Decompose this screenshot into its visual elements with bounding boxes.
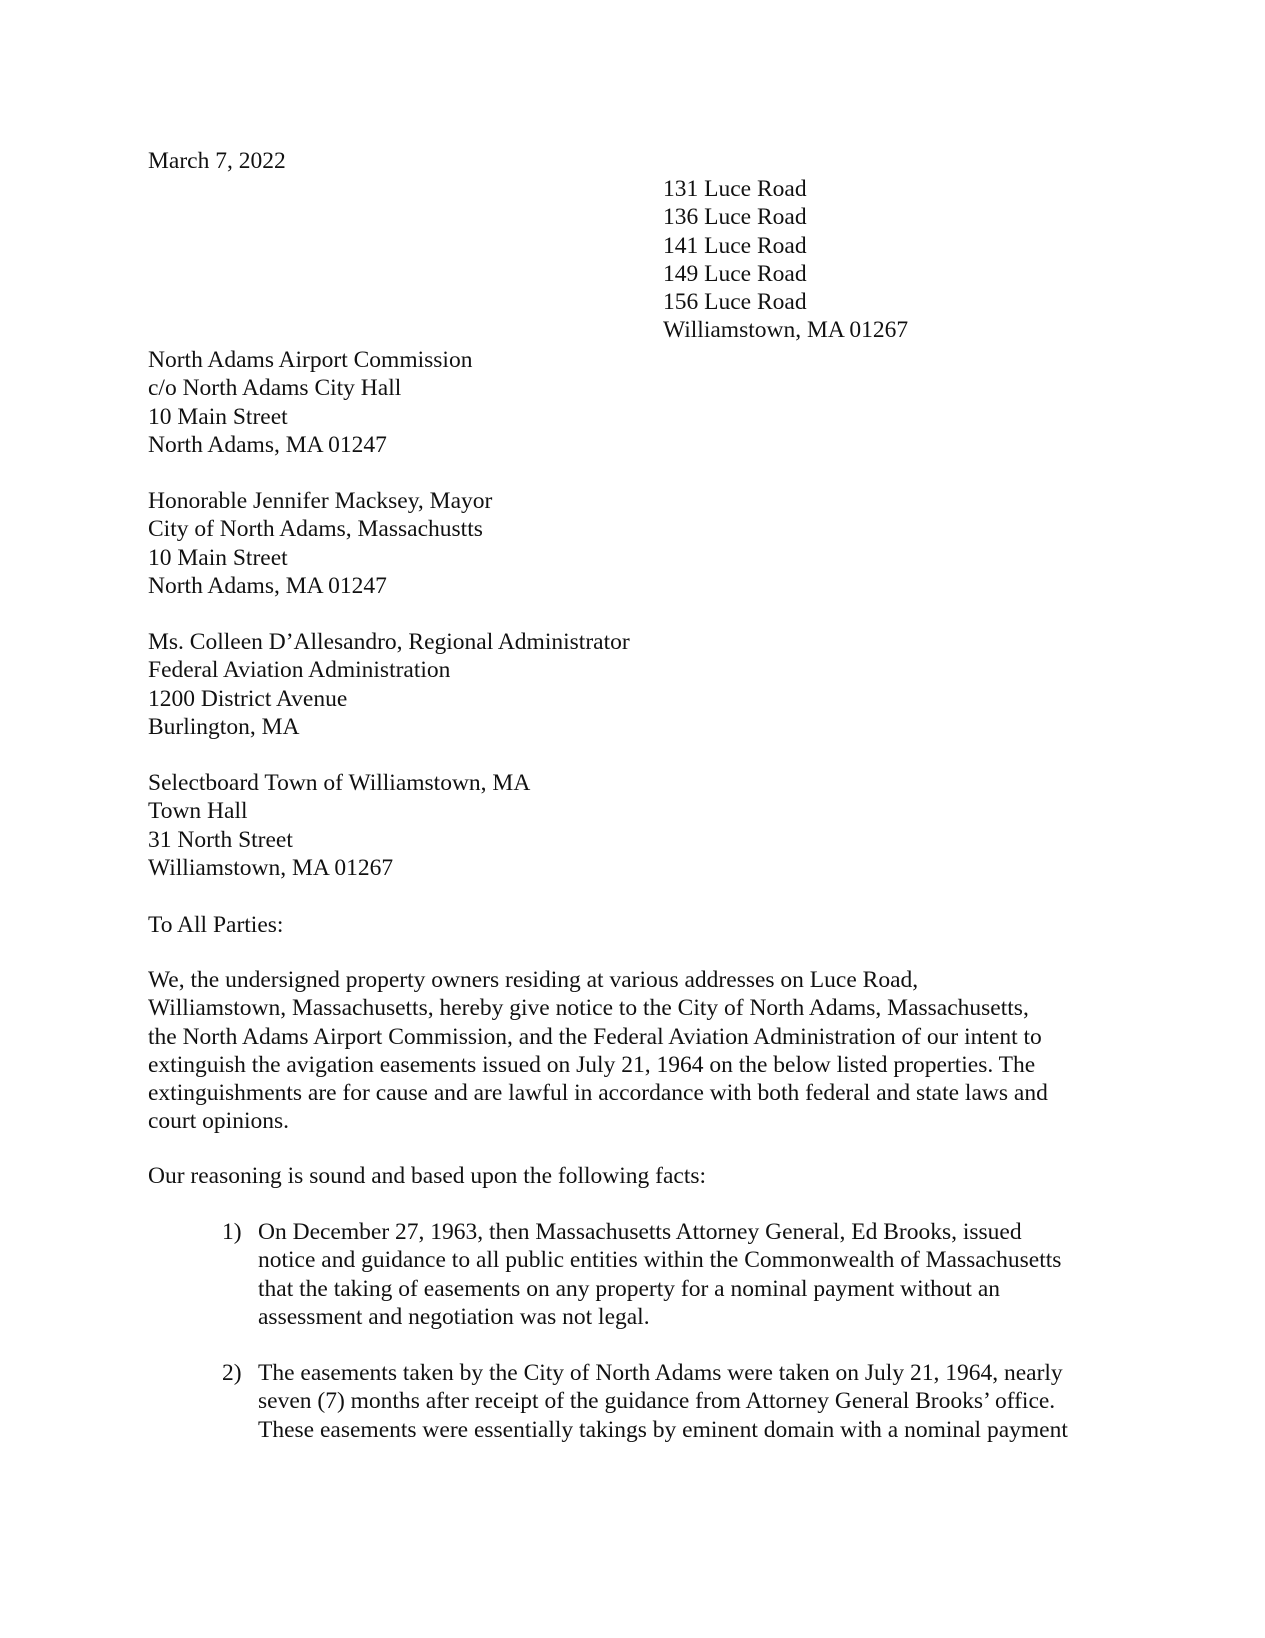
fact-number: 1) xyxy=(222,1219,242,1245)
salutation: To All Parties: xyxy=(148,912,284,938)
paragraph-line: court opinions. xyxy=(148,1108,289,1135)
recipient-line: Federal Aviation Administration xyxy=(148,657,451,684)
recipient-faa xyxy=(148,628,630,741)
fact-line: These easements were essentially takings by eminent domain with a nominal payment xyxy=(258,1416,1068,1443)
recipient-name: Ms. Colleen D’Allesandro, Regional Administrator xyxy=(148,629,630,655)
recipient-line: Williamstown, MA 01267 xyxy=(148,854,394,881)
paragraph-line: extinguishments are for cause and are lawful in accordance with both federal and state laws and xyxy=(148,1080,1048,1107)
paragraph-line: the North Adams Airport Commission, and the Federal Aviation Administration of our intent to xyxy=(148,1023,1042,1050)
recipient-mayor xyxy=(148,487,492,600)
sender-address-block xyxy=(663,175,908,345)
recipient-line: 1200 District Avenue xyxy=(148,685,348,712)
reasoning-intro: Our reasoning is sound and based upon the following facts: xyxy=(148,1163,707,1189)
recipient-line: North Adams, MA 01247 xyxy=(148,572,387,599)
recipient-line: 10 Main Street xyxy=(148,403,288,430)
recipient-name: North Adams Airport Commission xyxy=(148,347,473,373)
sender-address-line: 156 Luce Road xyxy=(663,289,807,316)
sender-address-line: 136 Luce Road xyxy=(663,204,807,231)
paragraph-line: extinguish the avigation easements issued on July 21, 1964 on the below listed properties. The xyxy=(148,1051,1036,1078)
recipient-line: North Adams, MA 01247 xyxy=(148,431,387,458)
fact-line: On December 27, 1963, then Massachusetts Attorney General, Ed Brooks, issued xyxy=(258,1219,1022,1245)
recipient-line: City of North Adams, Massachustts xyxy=(148,516,483,543)
recipient-selectboard xyxy=(148,769,530,882)
fact-line: notice and guidance to all public entities within the Commonwealth of Massachusetts xyxy=(258,1247,1062,1274)
sender-city-line: Williamstown, MA 01267 xyxy=(663,317,909,344)
sender-address-line: 141 Luce Road xyxy=(663,232,807,259)
recipient-name: Honorable Jennifer Macksey, Mayor xyxy=(148,488,493,514)
recipient-line: 31 North Street xyxy=(148,826,293,853)
fact-number: 2) xyxy=(222,1360,242,1386)
paragraph-line: We, the undersigned property owners residing at various addresses on Luce Road, xyxy=(148,967,919,993)
recipient-line: Town Hall xyxy=(148,798,248,825)
sender-address-line: 149 Luce Road xyxy=(663,260,807,287)
fact-line: seven (7) months after receipt of the guidance from Attorney General Brooks’ office. xyxy=(258,1388,1056,1415)
recipient-airport-commission xyxy=(148,346,472,459)
sender-address-line: 131 Luce Road xyxy=(663,176,807,202)
letter-date: March 7, 2022 xyxy=(148,148,286,174)
fact-line: that the taking of easements on any property for a nominal payment without an xyxy=(258,1275,1001,1302)
recipient-line: c/o North Adams City Hall xyxy=(148,375,402,402)
intro-paragraph xyxy=(148,966,1108,1136)
recipient-name: Selectboard Town of Williamstown, MA xyxy=(148,770,531,796)
fact-line: The easements taken by the City of North Adams were taken on July 21, 1964, nearly xyxy=(258,1360,1063,1386)
fact-2-text xyxy=(258,1359,1068,1444)
fact-1-text xyxy=(258,1218,1061,1331)
recipient-line: Burlington, MA xyxy=(148,713,300,740)
recipient-line: 10 Main Street xyxy=(148,544,288,571)
paragraph-line: Williamstown, Massachusetts, hereby give notice to the City of North Adams, Massachusetts, xyxy=(148,995,1029,1022)
fact-line: assessment and negotiation was not legal. xyxy=(258,1303,650,1330)
